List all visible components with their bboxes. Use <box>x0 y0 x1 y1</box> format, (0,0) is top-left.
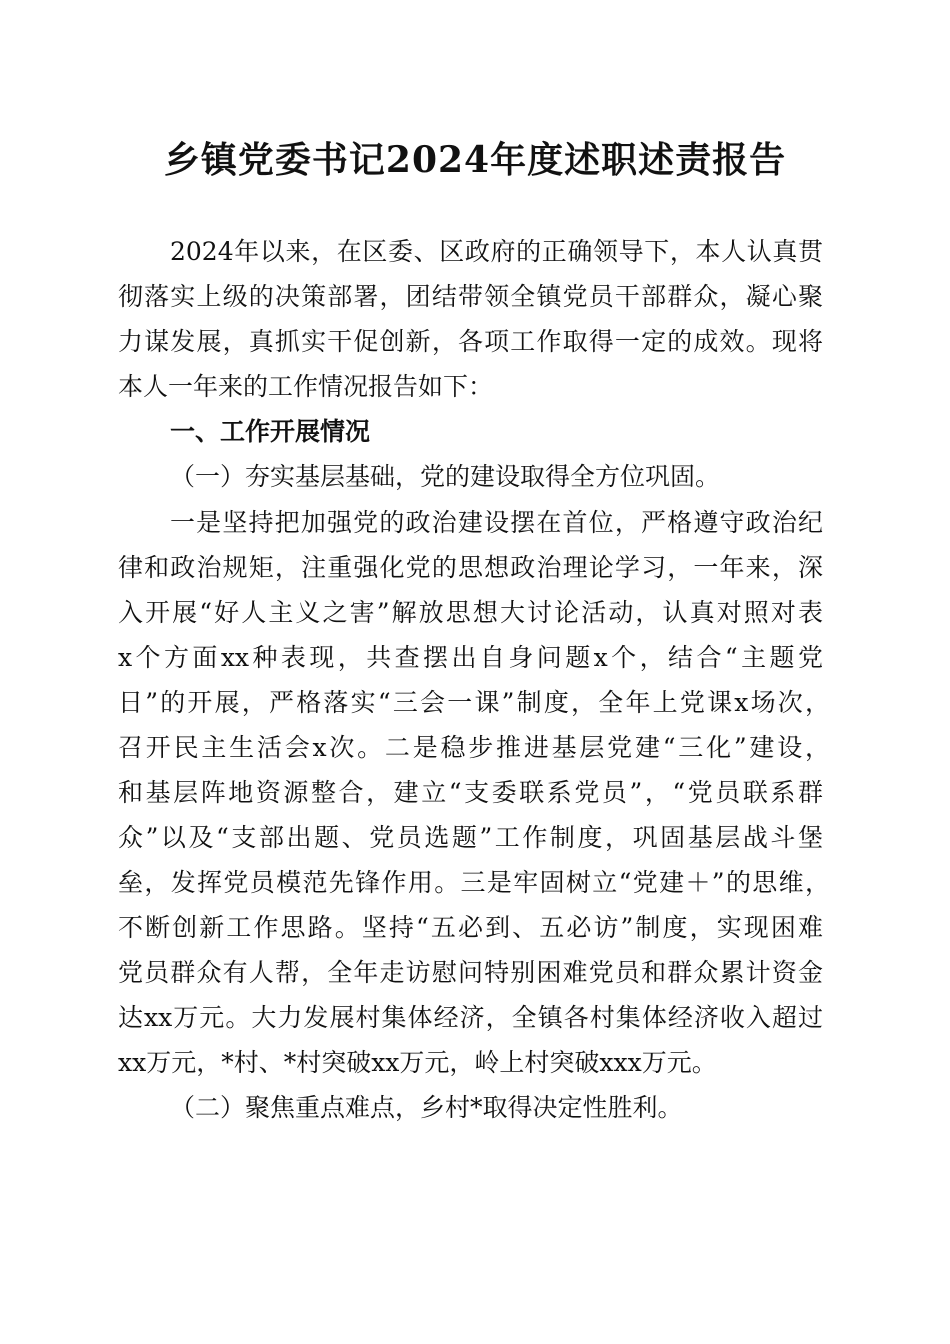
subsection-heading: （一）夯实基层基础，党的建设取得全方位巩固。 <box>170 462 721 491</box>
body-line: x个方面xx种表现，共查摆出自身问题x个，结合“主题党 <box>118 643 823 672</box>
intro-line: 本人一年来的工作情况报告如下： <box>118 372 494 401</box>
body-line: 党员群众有人帮，全年走访慰问特别困难党员和群众累计资金 <box>118 958 823 987</box>
body-line: 日”的开展，严格落实“三会一课”制度，全年上党课x场次， <box>118 688 830 717</box>
body-line: 一是坚持把加强党的政治建设摆在首位，严格遵守政治纪 <box>170 508 823 537</box>
intro-line: 2024年以来，在区委、区政府的正确领导下，本人认真贯 <box>170 237 823 266</box>
body-line: 和基层阵地资源整合，建立“支委联系党员”，“党员联系群 <box>118 778 823 807</box>
body-line: 召开民主生活会x次。二是稳步推进基层党建“三化”建设， <box>118 733 830 762</box>
subsection-heading: （二）聚焦重点难点，乡村*取得决定性胜利。 <box>170 1093 683 1122</box>
body-line: 垒，发挥党员模范先锋作用。三是牢固树立“党建＋”的思维， <box>118 868 830 897</box>
body-line: 众”以及“支部出题、党员选题”工作制度，巩固基层战斗堡 <box>118 823 823 852</box>
document-title: 乡镇党委书记2024年度述职述责报告 <box>163 139 787 181</box>
body-line: 达xx万元。大力发展村集体经济，全镇各村集体经济收入超过 <box>118 1003 823 1032</box>
body-line: xx万元，*村、*村突破xx万元，岭上村突破xxx万元。 <box>118 1048 717 1077</box>
intro-line: 力谋发展，真抓实干促创新，各项工作取得一定的成效。现将 <box>118 327 823 356</box>
body-line: 律和政治规矩，注重强化党的思想政治理论学习，一年来，深 <box>118 553 823 582</box>
body-line: 不断创新工作思路。坚持“五必到、五必访”制度，实现困难 <box>118 913 823 942</box>
section-heading: 一、工作开展情况 <box>170 417 371 446</box>
intro-line: 彻落实上级的决策部署，团结带领全镇党员干部群众，凝心聚 <box>118 282 823 311</box>
body-line: 入开展“好人主义之害”解放思想大讨论活动，认真对照对表 <box>118 598 823 627</box>
